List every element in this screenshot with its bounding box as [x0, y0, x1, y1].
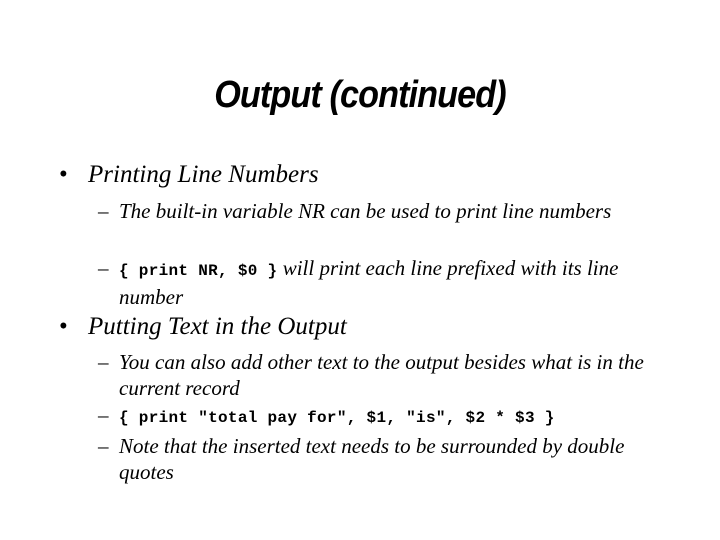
- dash-icon: –: [98, 434, 109, 458]
- sub-item-text: You can also add other text to the output besides what is in the current record: [119, 350, 644, 400]
- slide-title: Output (continued): [214, 74, 506, 116]
- sub-item-text: The built-in variable NR can be used to print line numbers: [119, 199, 612, 223]
- code-snippet: { print "total pay for", $1, "is", $2 * $3 }: [119, 409, 555, 427]
- dash-icon: –: [98, 403, 109, 427]
- sub-item-double-quotes-note: [98, 433, 668, 485]
- bullet-text: Putting Text in the Output: [88, 313, 347, 340]
- bullet-text: Printing Line Numbers: [88, 161, 319, 188]
- sub-item-add-other-text: [98, 349, 668, 401]
- sub-item-total-pay-example: [98, 402, 668, 431]
- sub-item-nr-variable: [98, 198, 668, 224]
- sub-item-description: will print each line prefixed with its line number: [119, 256, 619, 309]
- bullet-icon: •: [59, 161, 68, 188]
- sub-item-text: [119, 402, 668, 431]
- sub-item-text: [119, 255, 668, 310]
- sub-item-print-nr-example: [98, 255, 668, 310]
- dash-icon: –: [98, 350, 109, 374]
- bullet-icon: •: [59, 313, 68, 340]
- dash-icon: –: [98, 199, 109, 223]
- sub-item-text: Note that the inserted text needs to be surrounded by double quotes: [119, 434, 625, 484]
- code-snippet: { print NR, $0 }: [119, 262, 278, 280]
- dash-icon: –: [98, 256, 109, 280]
